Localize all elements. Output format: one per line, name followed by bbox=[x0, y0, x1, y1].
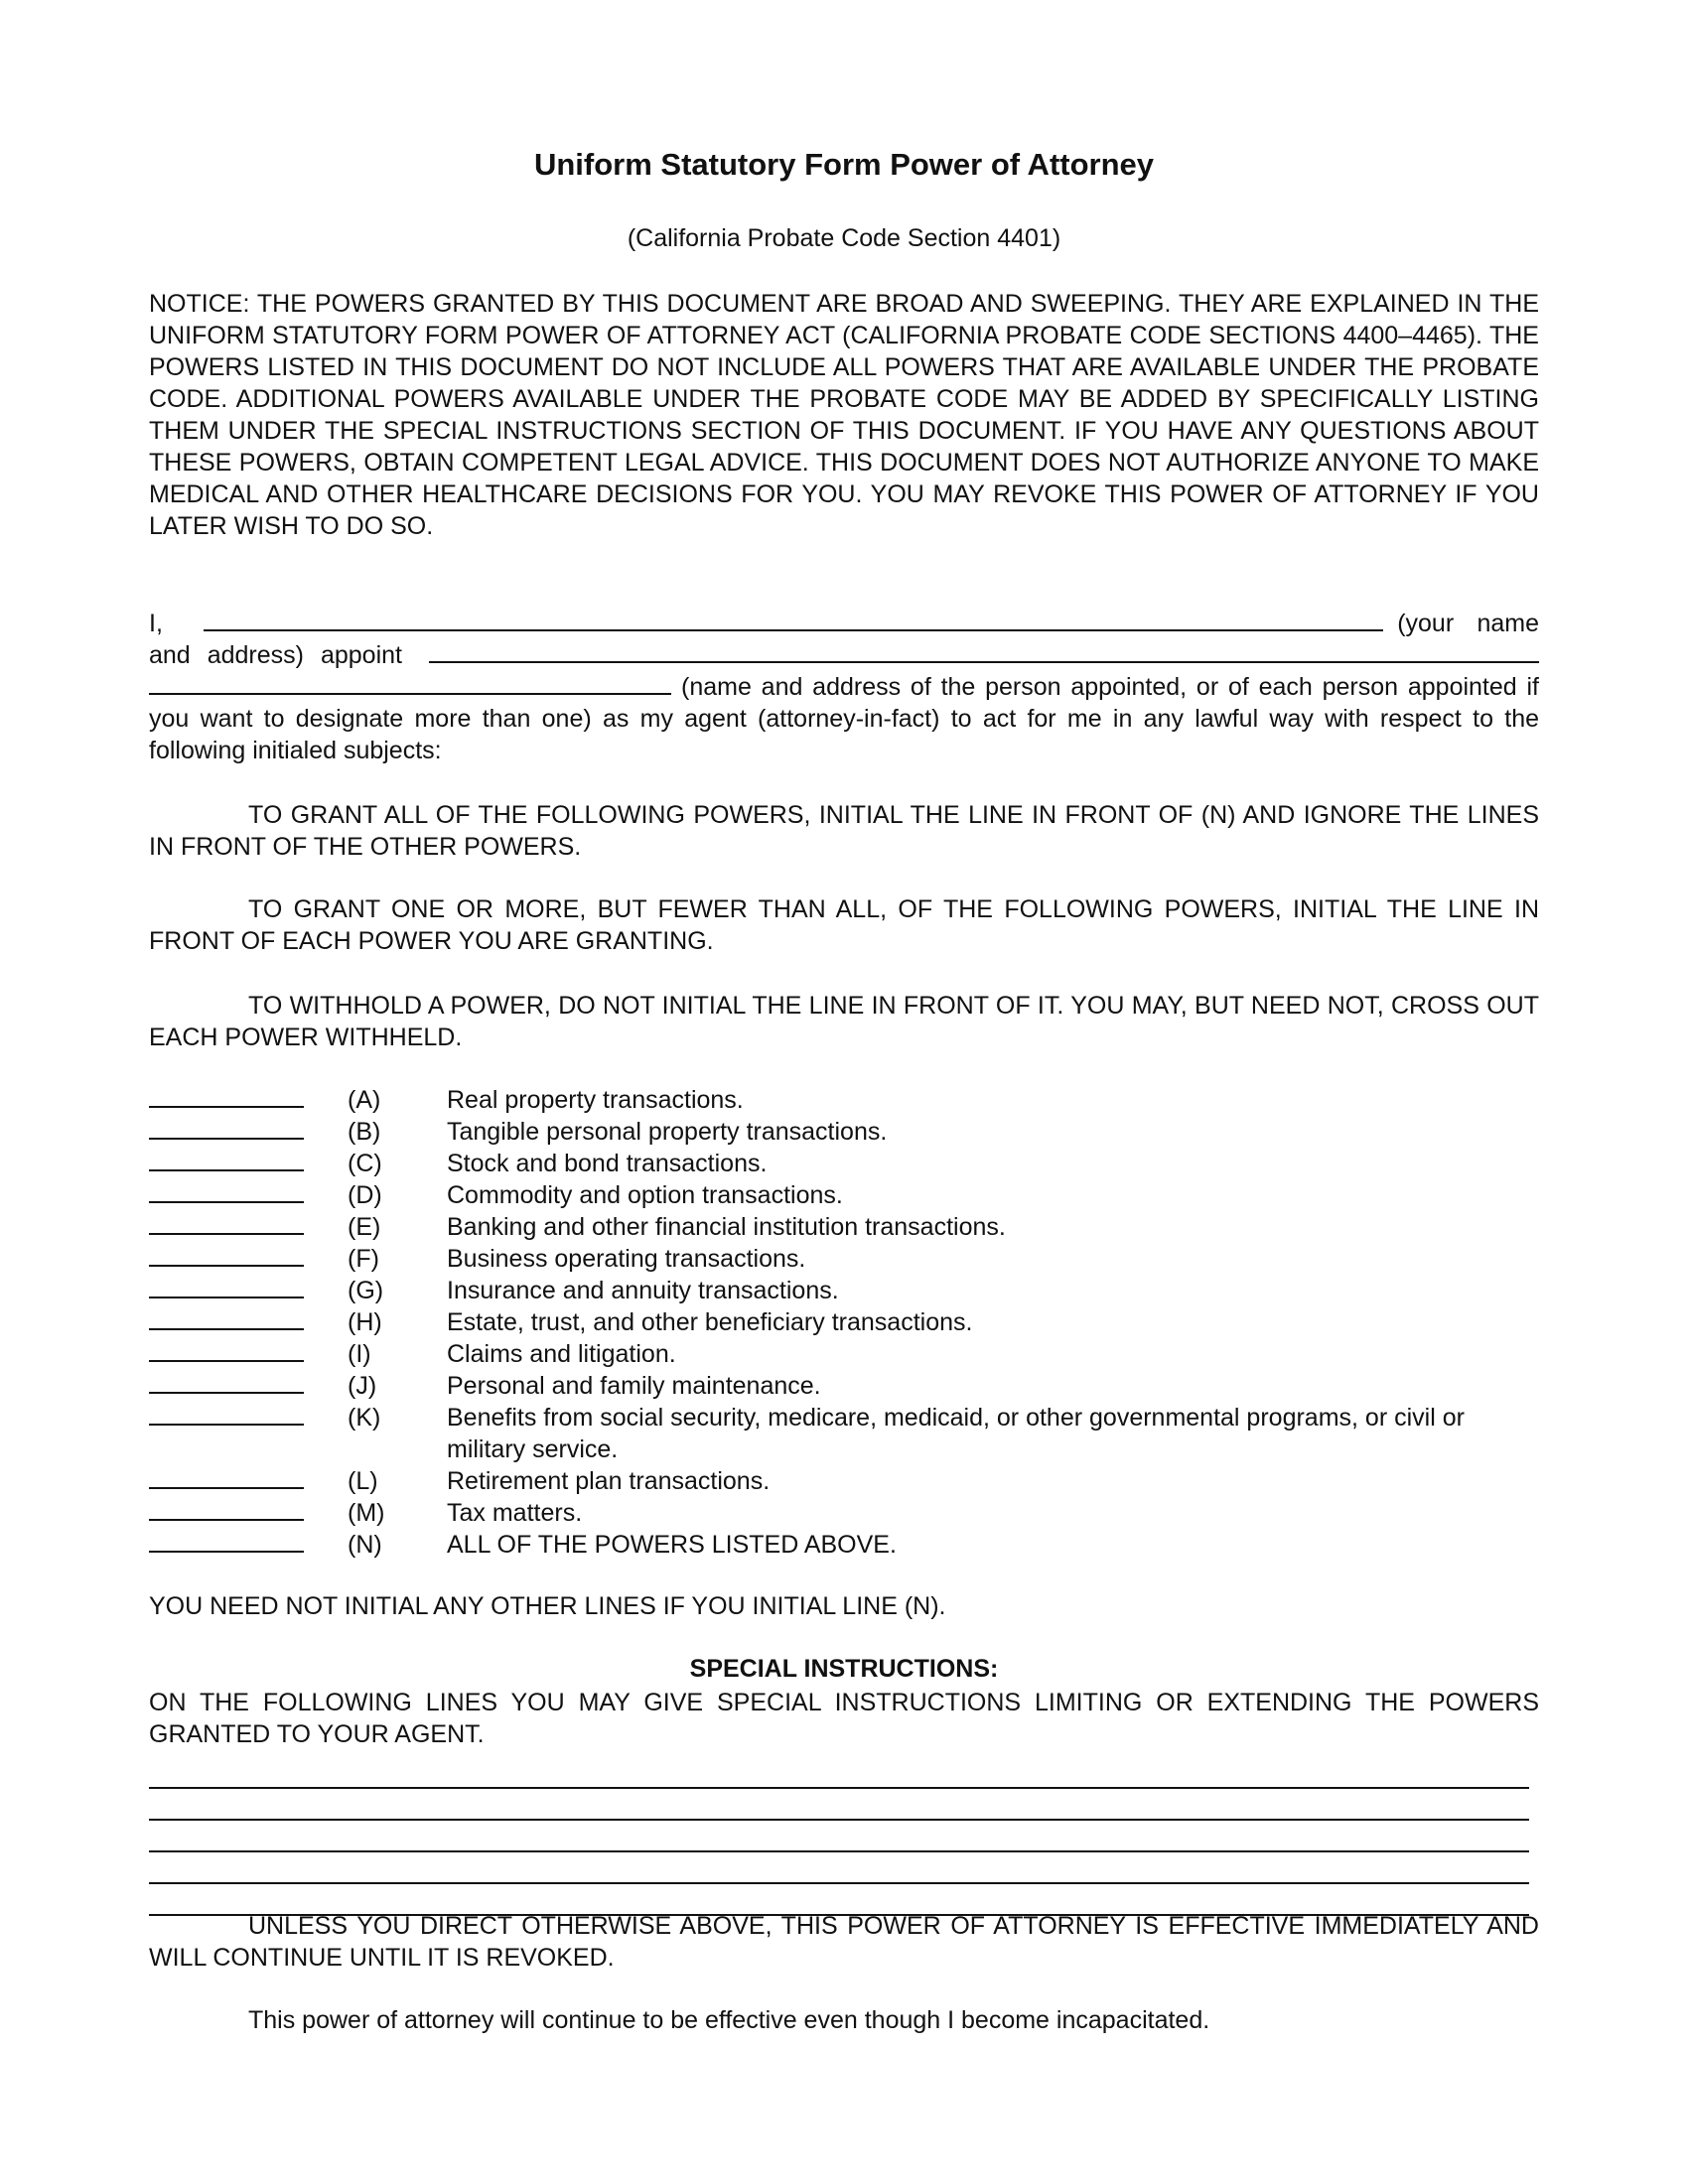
power-description: Commodity and option transactions. bbox=[447, 1181, 843, 1209]
power-item bbox=[149, 1179, 1539, 1211]
power-item bbox=[149, 1529, 1539, 1561]
power-letter: (G) bbox=[348, 1277, 384, 1304]
power-description: Benefits from social security, medicare, medicaid, or other governmental programs, or civil or military service. bbox=[447, 1404, 1465, 1463]
power-description: Tax matters. bbox=[447, 1499, 583, 1527]
principal-name-label: (your name and address) appoint bbox=[149, 610, 1539, 669]
power-letter: (J) bbox=[348, 1372, 377, 1400]
power-item bbox=[149, 1084, 1539, 1116]
special-instruction-line[interactable] bbox=[149, 1757, 1529, 1789]
special-instructions-heading: SPECIAL INSTRUCTIONS: bbox=[689, 1655, 999, 1683]
special-instruction-line[interactable] bbox=[149, 1852, 1529, 1884]
power-description: Real property transactions. bbox=[447, 1086, 744, 1114]
power-letter: (D) bbox=[348, 1181, 382, 1209]
power-description: Tangible personal property transactions. bbox=[447, 1118, 888, 1146]
power-letter: (M) bbox=[348, 1499, 385, 1527]
power-letter: (E) bbox=[348, 1213, 381, 1241]
initial-line-field[interactable] bbox=[149, 1497, 304, 1521]
appointment-paragraph bbox=[149, 608, 1539, 766]
withhold-instruction: TO WITHHOLD A POWER, DO NOT INITIAL THE LINE IN FRONT OF IT. YOU MAY, BUT NEED NOT, CROSS OUT EACH POWER WITHHELD. bbox=[149, 992, 1539, 1051]
power-letter: (H) bbox=[348, 1308, 382, 1336]
power-item bbox=[149, 1116, 1539, 1148]
appointment-lead: I, bbox=[149, 610, 163, 637]
effective-date-paragraph: UNLESS YOU DIRECT OTHERWISE ABOVE, THIS POWER OF ATTORNEY IS EFFECTIVE IMMEDIATELY AND WILL CONTINUE UNTIL IT IS REVOKED. bbox=[149, 1912, 1539, 1972]
power-item bbox=[149, 1497, 1539, 1529]
power-description: Insurance and annuity transactions. bbox=[447, 1277, 839, 1304]
power-item bbox=[149, 1306, 1539, 1338]
power-item bbox=[149, 1275, 1539, 1306]
special-instruction-line[interactable] bbox=[149, 1821, 1529, 1852]
power-letter: (I) bbox=[348, 1340, 371, 1368]
notice-paragraph: NOTICE: THE POWERS GRANTED BY THIS DOCUMENT ARE BROAD AND SWEEPING. THEY ARE EXPLAINED IN THE UNIFORM STATUTORY FORM POWER OF ATTORNEY ACT (CALIFORNIA PROBATE CODE SECTIONS 4400–4465). THE POWERS LISTED IN THIS DOCUMENT DO NOT INCLUDE ALL POWERS THAT ARE AVAILABLE UNDER THE PROBATE CODE. ADDITIONAL POWERS AVAILABLE UNDER THE PROBATE CODE MAY BE ADDED BY SPECIFICALLY LISTING THEM UNDER THE SPECIAL INSTRUCTIONS SECTION OF THIS DOCUMENT. IF YOU HAVE ANY QUESTIONS ABOUT THESE POWERS, OBTAIN COMPETENT LEGAL ADVICE. THIS DOCUMENT DOES NOT AUTHORIZE ANYONE TO MAKE MEDICAL AND OTHER HEALTHCARE DECISIONS FOR YOU. YOU MAY REVOKE THIS POWER OF ATTORNEY IF YOU LATER WISH TO DO SO. bbox=[149, 290, 1539, 540]
special-instruction-line[interactable] bbox=[149, 1789, 1529, 1821]
power-letter: (F) bbox=[348, 1245, 379, 1273]
incapacity-paragraph: This power of attorney will continue to be effective even though I become incapacitated. bbox=[248, 2006, 1210, 2034]
power-description: Banking and other financial institution transactions. bbox=[447, 1213, 1006, 1241]
power-description: Retirement plan transactions. bbox=[447, 1467, 771, 1495]
document-page bbox=[149, 0, 1539, 2184]
initial-line-field[interactable] bbox=[149, 1116, 304, 1140]
initial-line-field[interactable] bbox=[149, 1211, 304, 1235]
initial-line-field[interactable] bbox=[149, 1243, 304, 1267]
power-letter: (L) bbox=[348, 1467, 378, 1495]
document-title: Uniform Statutory Form Power of Attorney bbox=[533, 147, 1155, 182]
initial-line-field[interactable] bbox=[149, 1370, 304, 1394]
power-description: Personal and family maintenance. bbox=[447, 1372, 821, 1400]
grant-some-instruction: TO GRANT ONE OR MORE, BUT FEWER THAN ALL, OF THE FOLLOWING POWERS, INITIAL THE LINE IN FRONT OF EACH POWER YOU ARE GRANTING. bbox=[149, 895, 1539, 955]
initial-line-field[interactable] bbox=[149, 1338, 304, 1362]
power-description: Stock and bond transactions. bbox=[447, 1150, 768, 1177]
initial-line-field[interactable] bbox=[149, 1402, 304, 1426]
initial-line-field[interactable] bbox=[149, 1084, 304, 1108]
grant-all-instruction: TO GRANT ALL OF THE FOLLOWING POWERS, INITIAL THE LINE IN FRONT OF (N) AND IGNORE THE LINES IN FRONT OF THE OTHER POWERS. bbox=[149, 801, 1539, 861]
power-item bbox=[149, 1148, 1539, 1179]
power-description: Business operating transactions. bbox=[447, 1245, 806, 1273]
power-item bbox=[149, 1211, 1539, 1243]
agent-label: (name and address of the person appointed, or of each person appointed if you want to designate more than one) as my agent (attorney-in-fact) to act for me in any lawful way with respect to the following initialed subjects: bbox=[149, 673, 1539, 764]
initial-line-field[interactable] bbox=[149, 1529, 304, 1553]
power-item bbox=[149, 1465, 1539, 1497]
power-letter: (N) bbox=[348, 1531, 382, 1559]
special-instructions-intro: ON THE FOLLOWING LINES YOU MAY GIVE SPECIAL INSTRUCTIONS LIMITING OR EXTENDING THE POWERS GRANTED TO YOUR AGENT. bbox=[149, 1689, 1539, 1748]
power-description: ALL OF THE POWERS LISTED ABOVE. bbox=[447, 1531, 897, 1559]
power-item bbox=[149, 1402, 1539, 1465]
initial-line-field[interactable] bbox=[149, 1179, 304, 1203]
power-letter: (A) bbox=[348, 1086, 381, 1114]
principal-name-field[interactable] bbox=[204, 608, 1383, 631]
power-item bbox=[149, 1243, 1539, 1275]
agent-address-field[interactable] bbox=[149, 671, 671, 695]
power-item bbox=[149, 1370, 1539, 1402]
special-instructions-lines bbox=[149, 1757, 1529, 1916]
power-letter: (K) bbox=[348, 1404, 381, 1432]
initial-line-field[interactable] bbox=[149, 1275, 304, 1298]
initial-note: YOU NEED NOT INITIAL ANY OTHER LINES IF YOU INITIAL LINE (N). bbox=[149, 1592, 946, 1620]
initial-line-field[interactable] bbox=[149, 1465, 304, 1489]
power-letter: (B) bbox=[348, 1118, 381, 1146]
initial-line-field[interactable] bbox=[149, 1148, 304, 1171]
agent-name-field[interactable] bbox=[429, 639, 1539, 663]
powers-list bbox=[149, 1084, 1539, 1561]
initial-line-field[interactable] bbox=[149, 1306, 304, 1330]
power-description: Claims and litigation. bbox=[447, 1340, 676, 1368]
power-description: Estate, trust, and other beneficiary transactions. bbox=[447, 1308, 973, 1336]
document-subtitle: (California Probate Code Section 4401) bbox=[627, 224, 1061, 252]
power-item bbox=[149, 1338, 1539, 1370]
power-letter: (C) bbox=[348, 1150, 382, 1177]
